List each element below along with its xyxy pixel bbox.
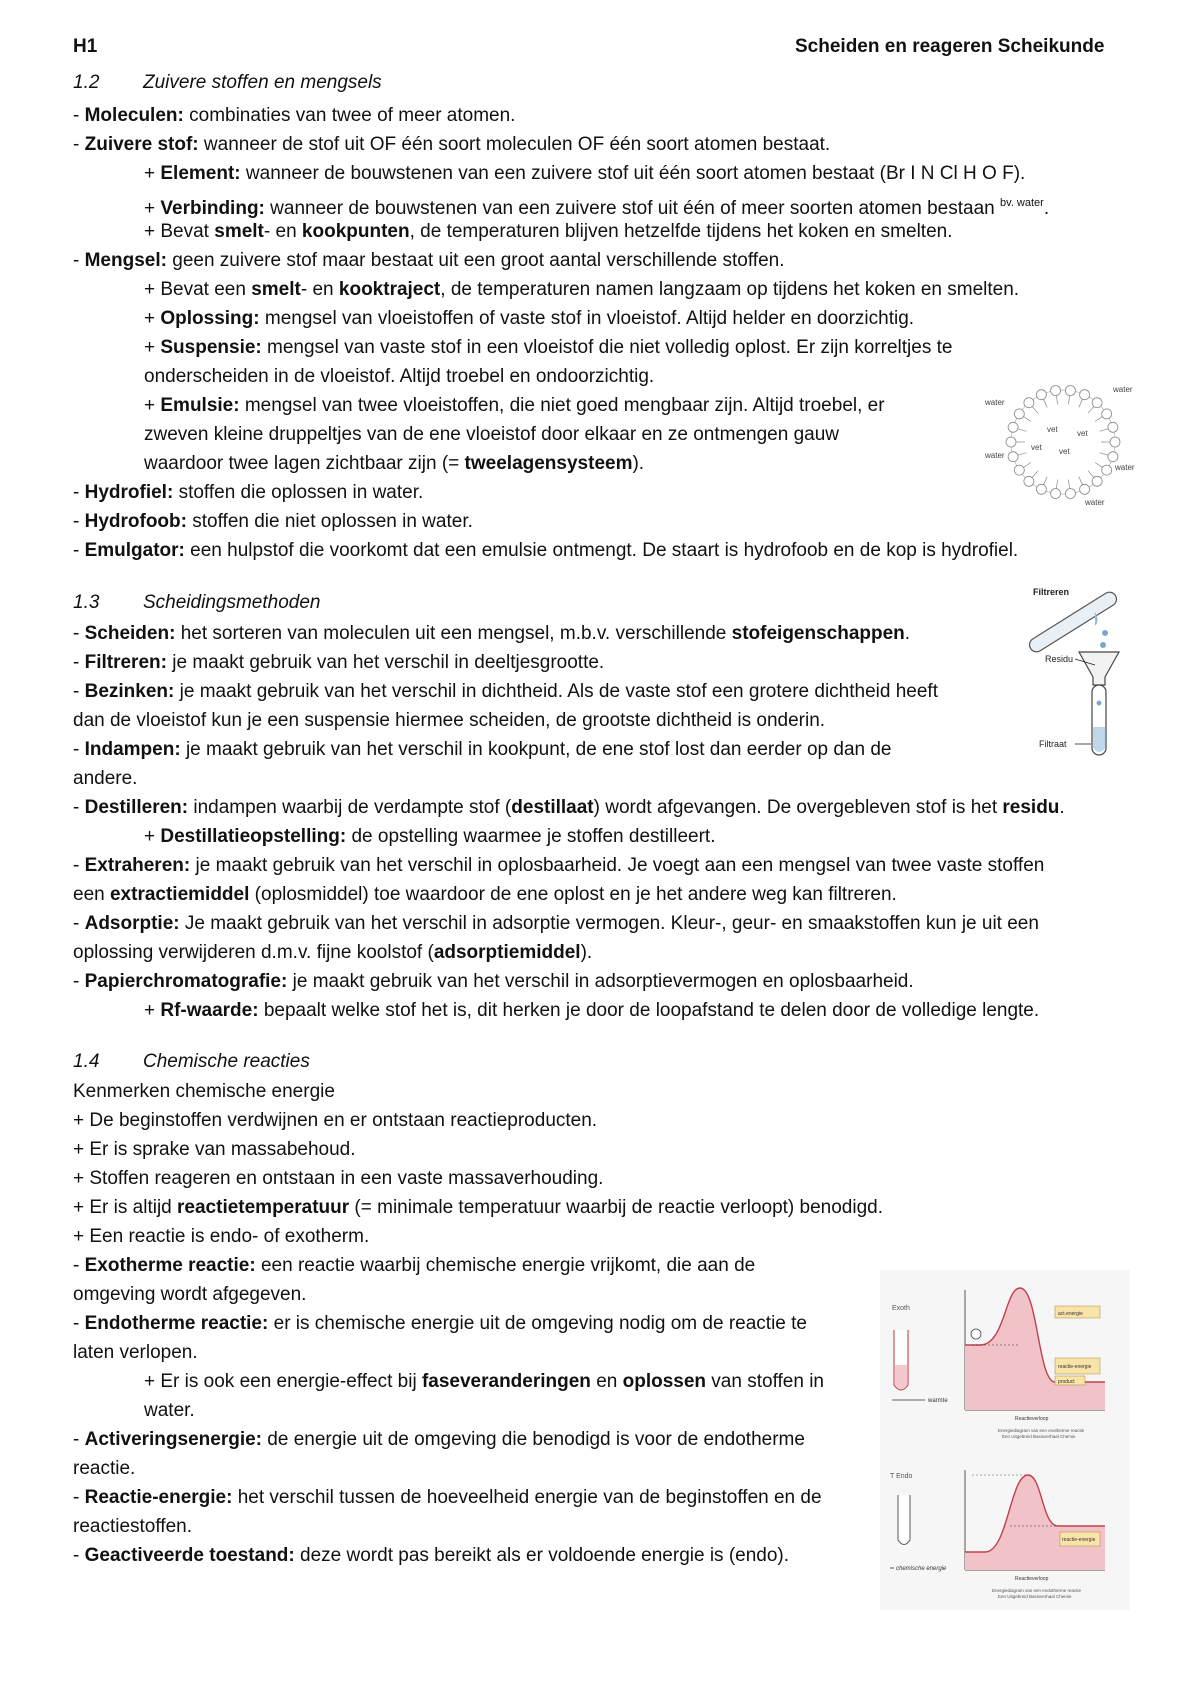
emulgator-tail [1018,429,1027,432]
definition-papierchromatografie: - Papierchromatografie: je maakt gebruik van het verschil in adsorptievermogen en oplosbaarheid. [73,971,914,992]
definition-endotherme-reactie: - Endotherme reactie: er is chemische energie uit de omgeving nodig om de reactie te [73,1313,807,1334]
emulgator-head [1036,484,1046,494]
emulgator-head [1080,390,1090,400]
definition-geactiveerde-toestand: - Geactiveerde toestand: deze wordt pas bereikt als er voldoende energie is (endo). [73,1545,790,1566]
emulgator-tail [1079,477,1083,485]
emulgator-head [1102,409,1112,419]
emulgator-head [1108,452,1118,462]
definition-zuivere-stof: - Zuivere stof: wanneer de stof uit OF één soort moleculen OF één soort atomen bestaat. [73,134,831,155]
emulgator-head [1008,422,1018,432]
label-warmte: warmte [928,1398,948,1404]
definition-emulsie-cont2: waardoor twee lagen zichtbaar zijn (= tweelagensysteem). [144,453,645,474]
header-title: Scheiden en reageren Scheikunde [795,36,1105,57]
definition-emulgator: - Emulgator: een hulpstof die voorkomt dat een emulsie ontmengt. De staart is hydrofoob en de kop is hydrofiel. [73,540,1019,561]
caption-source: Een Uitgebreid Basisverhaal Chemie [998,1594,1072,1599]
caption-endotherm: Energiediagram van een endotherme reactie [992,1588,1082,1593]
label-product: product [1058,1379,1075,1385]
section-title: Zuivere stoffen en mengsels [143,72,382,93]
emulgator-head [1065,386,1075,396]
section-number: 1.2 [73,72,100,93]
emulgator-tail [1100,453,1109,456]
label-chemische-energie: chemische energie [896,1566,947,1572]
emulgator-head [1110,437,1120,447]
emulgator-head [1108,422,1118,432]
definition-bezinken: - Bezinken: je maakt gebruik van het verschil in dichtheid. Als de vaste stof een grotere dichtheid heeft [73,681,938,702]
label-reactie-energie: reactie-energie [1058,1364,1092,1370]
label-reactieverloop: Reactieverloop [1015,1576,1049,1582]
definition-oplossing: + Oplossing: mengsel van vloeistoffen of vaste stof in vloeistof. Altijd helder en doorzichtig. [144,308,915,329]
label-vet: vet [1031,443,1042,452]
emulgator-head [1051,386,1061,396]
definition-element: + Element: wanneer de bouwstenen van een zuivere stof uit één soort atomen bestaat (Br I N Cl H O F). [144,163,1026,184]
emulgator-tail [1056,480,1057,489]
filtration-figure [1015,585,1130,765]
kenmerk-beginstoffen: + De beginstoffen verdwijnen en er ontstaan reactieproducten. [73,1110,598,1131]
emulgator-head [1065,489,1075,499]
definition-exotherme-reactie: - Exotherme reactie: een reactie waarbij chemische energie vrijkomt, die aan de [73,1255,756,1276]
note-smelttraject: + Bevat een smelt- en kooktraject, de temperaturen namen langzaam op tijdens het koken en smelten. [144,279,1020,300]
section-heading-1-3 [73,592,321,614]
kenmerk-endo-exotherm: + Een reactie is endo- of exotherm. [73,1226,370,1247]
definition-rf-waarde: + Rf-waarde: bepaalt welke stof het is, dit herken je door de loopafstand te delen door de volledige lengte. [144,1000,1040,1021]
emulgator-head [1102,465,1112,475]
definition-exotherme-cont: omgeving wordt afgegeven. [73,1284,307,1305]
label-vet: vet [1059,447,1070,456]
emulgator-tail [1024,417,1032,422]
emulgator-head [1014,409,1024,419]
section-number: 1.4 [73,1051,100,1072]
definition-destillatieopstelling: + Destillatieopstelling: de opstelling waarmee je stoffen destilleert. [144,826,716,847]
subheading-kenmerken: Kenmerken chemische energie [73,1081,335,1102]
header-chapter: H1 [73,36,98,57]
emulgator-tail [1056,396,1057,405]
emulgator-head [1006,437,1016,447]
definition-adsorptie: - Adsorptie: Je maakt gebruik van het verschil in adsorptie vermogen. Kleur-, geur- en smaakstoffen kun je uit een [73,913,1039,934]
emulgator-head [1008,452,1018,462]
kenmerk-massabehoud: + Er is sprake van massabehoud. [73,1139,356,1160]
emulgator-tail [1068,480,1069,489]
emulgator-tail [1095,417,1103,422]
section-title: Chemische reacties [143,1051,310,1072]
section-number: 1.3 [73,592,100,613]
emulgator-head [1036,390,1046,400]
emulgator-head [1014,465,1024,475]
definition-activeringsenergie-cont: reactie. [73,1458,136,1479]
definition-scheiden: - Scheiden: het sorteren van moleculen uit een mengsel, m.b.v. verschillende stofeigenschappen. [73,623,911,644]
emulgator-tail [1079,399,1083,407]
emulgator-tail [1044,477,1048,485]
emulgator-head [1092,476,1102,486]
section-heading-1-2 [73,72,382,94]
label-water: water [985,398,1005,407]
emulgator-tail [1100,429,1109,432]
label-water: water [1113,385,1133,394]
label-water: water [985,451,1005,460]
label-t-endo: T Endo [890,1473,913,1480]
definition-verbinding: + Verbinding: wanneer de bouwstenen van een zuivere stof uit één of meer soorten atomen bestaan $^{bv. water}$. [144,197,1050,219]
kenmerk-reactietemperatuur: + Er is altijd reactietemperatuur (= minimale temperatuur waarbij de reactie verloopt) benodigd. [73,1197,883,1218]
definition-moleculen: - Moleculen: combinaties van twee of meer atomen. [73,105,516,126]
definition-hydrofiel: - Hydrofiel: stoffen die oplossen in water. [73,482,424,503]
emulgator-head [1092,398,1102,408]
label-filtreren: Filtreren [1033,587,1070,597]
definition-indampen: - Indampen: je maakt gebruik van het verschil in kookpunt, de ene stof lost dan eerder op dan de [73,739,892,760]
definition-filtreren: - Filtreren: je maakt gebruik van het verschil in deeltjesgrootte. [73,652,605,673]
label-reactie-energie: reactie-energie [1062,1537,1096,1543]
label-residu: Residu [1045,654,1074,664]
definition-destilleren: - Destilleren: indampen waarbij de verdampte stof (destillaat) wordt afgevangen. De overgebleven stof is het residu. [73,797,1065,818]
note-smeltpunten: + Bevat smelt- en kookpunten, de temperaturen blijven hetzelfde tijdens het koken en smelten. [144,221,953,242]
emulgator-head [1051,489,1061,499]
definition-reactie-energie-cont: reactiestoffen. [73,1516,193,1537]
definition-activeringsenergie: - Activeringsenergie: de energie uit de omgeving die benodigd is voor de endotherme [73,1429,805,1450]
caption-source: Een Uitgebreid Basisverhaal Chemie [1002,1434,1076,1439]
label-filtraat: Filtraat [1039,739,1067,749]
definition-suspensie: + Suspensie: mengsel van vaste stof in een vloeistof die niet volledig oplost. Er zijn korreltjes te [144,337,953,358]
section-title: Scheidingsmethoden [143,592,321,613]
label-vet: vet [1047,425,1058,434]
emulgator-tail [1088,471,1094,478]
definition-bezinken-cont: dan de vloeistof kun je een suspensie hiermee scheiden, de grootste dichtheid is onderin. [73,710,826,731]
definition-mengsel: - Mengsel: geen zuivere stof maar bestaat uit een groot aantal verschillende stoffen. [73,250,785,271]
definition-endotherme-cont: laten verlopen. [73,1342,198,1363]
definition-emulsie: + Emulsie: mengsel van twee vloeistoffen, die niet goed mengbaar zijn. Altijd troebel, er [144,395,885,416]
definition-suspensie-cont: onderscheiden in de vloeistof. Altijd troebel en ondoorzichtig. [144,366,655,387]
emulgator-tail [1024,463,1032,468]
emulgator-head [1024,398,1034,408]
kenmerk-massaverhouding: + Stoffen reageren en ontstaan in een vaste massaverhouding. [73,1168,604,1189]
emulgator-tail [1032,471,1038,478]
definition-indampen-cont: andere. [73,768,138,789]
note-energie-effect-cont: water. [144,1400,195,1421]
emulgator-tail [1044,399,1048,407]
note-energie-effect: + Er is ook een energie-effect bij faseveranderingen en oplossen van stoffen in [144,1371,824,1392]
emulgator-head [1024,476,1034,486]
definition-adsorptie-cont: oplossing verwijderen d.m.v. fijne koolstof (adsorptiemiddel). [73,942,593,963]
label-exoth: Exoth [892,1305,910,1312]
emulgator-tail [1095,463,1103,468]
section-heading-1-4 [73,1051,310,1073]
emulgator-tail [1068,396,1069,405]
emulgator-tail [1018,453,1027,456]
definition-reactie-energie: - Reactie-energie: het verschil tussen de hoeveelheid energie van de beginstoffen en de [73,1487,822,1508]
energy-diagrams-figure [880,1270,1130,1610]
emulgator-head [1080,484,1090,494]
definition-emulsie-cont: zweven kleine druppeltjes van de ene vloeistof door elkaar en ze ontmengen gauw [144,424,840,445]
label-reactieverloop: Reactieverloop [1015,1416,1049,1422]
emulgator-tail [1032,407,1038,414]
definition-extraheren-cont: een extractiemiddel (oplosmiddel) toe waardoor de ene oplost en je het andere weg kan filtreren. [73,884,897,905]
emulgator-tail [1088,407,1094,414]
label-vet: vet [1077,429,1088,438]
emulsion-droplet-figure [985,380,1135,510]
label-water: water [1115,463,1135,472]
label-act-energie: act.energie [1058,1311,1083,1317]
caption-exotherm: Energiediagram van een exotherme reactie [998,1428,1085,1433]
definition-extraheren: - Extraheren: je maakt gebruik van het verschil in oplosbaarheid. Je voegt aan een mengsel van twee vaste stoffen [73,855,1045,876]
definition-hydrofoob: - Hydrofoob: stoffen die niet oplossen in water. [73,511,473,532]
label-water: water [1085,498,1105,507]
